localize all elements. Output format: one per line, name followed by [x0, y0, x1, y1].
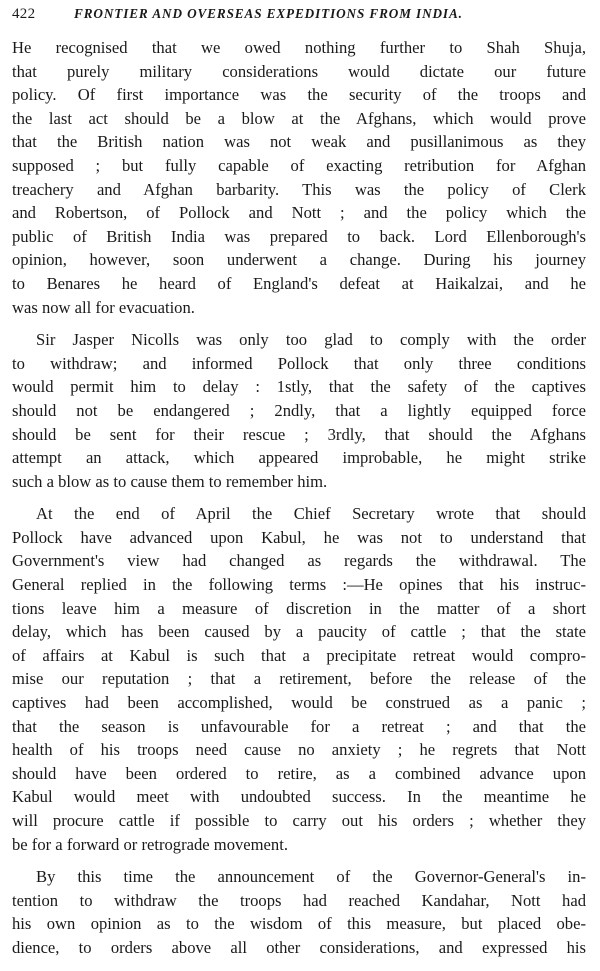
paragraph	[12, 865, 586, 959]
text-line: his own opinion as to the wisdom of this measure, but placed obe-	[12, 914, 586, 934]
text-line: such a blow as to cause them to remember him.	[12, 471, 328, 491]
text-line: was now all for evacuation.	[12, 297, 195, 317]
text-line: mise our reputation ; that a retirement, before the release of the	[12, 669, 586, 689]
text-line: be for a forward or retrograde movement.	[12, 834, 288, 854]
text-line: the last act should be a blow at the Afghans, which would prove	[12, 108, 586, 128]
text-line: General replied in the following terms :—He opines that his instruc-	[12, 575, 586, 595]
paragraph	[12, 502, 586, 856]
text-line: Sir Jasper Nicolls was only too glad to comply with the order	[36, 330, 586, 350]
text-line: Pollock have advanced upon Kabul, he was not to understand that	[12, 527, 586, 547]
text-line: policy. Of first importance was the security of the troops and	[12, 85, 586, 105]
text-line: should be sent for their rescue ; 3rdly, that should the Afghans	[12, 424, 586, 444]
text-line: attempt an attack, which appeared improbable, he might strike	[12, 448, 586, 468]
text-line: At the end of April the Chief Secretary wrote that should	[36, 504, 586, 524]
text-line: treachery and Afghan barbarity. This was the policy of Clerk	[12, 179, 586, 199]
text-line: opinion, however, soon underwent a change. During his journey	[12, 250, 586, 270]
text-line: He recognised that we owed nothing further to Shah Shuja,	[12, 38, 586, 57]
text-line: public of British India was prepared to back. Lord Ellenborough's	[12, 226, 586, 246]
text-line: to Benares he heard of England's defeat at Haikalzai, and he	[12, 273, 586, 293]
text-line: that the season is unfavourable for a retreat ; and that the	[12, 716, 586, 736]
text-line: health of his troops need cause no anxiety ; he regrets that Nott	[12, 740, 586, 760]
text-line: captives had been accomplished, would be construed as a panic ;	[12, 693, 586, 713]
text-line: delay, which has been caused by a paucity of cattle ; that the state	[12, 622, 586, 642]
text-line: should not be endangered ; 2ndly, that a lightly equipped force	[12, 400, 586, 420]
text-line: that purely military considerations would dictate our future	[12, 61, 586, 81]
text-line: would permit him to delay : 1stly, that the safety of the captives	[12, 377, 586, 397]
text-line: By this time the announcement of the Governor-General's in-	[36, 867, 586, 887]
text-line: tention to withdraw the troops had reached Kandahar, Nott had	[12, 890, 586, 910]
text-line: to withdraw; and informed Pollock that only three conditions	[12, 353, 586, 373]
running-title: FRONTIER AND OVERSEAS EXPEDITIONS FROM INDIA.	[74, 6, 463, 21]
text-line: dience, to orders above all other considerations, and expressed his	[12, 937, 586, 957]
paragraph	[12, 36, 586, 319]
text-line: Kabul would meet with undoubted success. In the meantime he	[12, 787, 586, 807]
text-line: tions leave him a measure of discretion in the matter of a short	[12, 598, 586, 618]
text-line: supposed ; but fully capable of exacting retribution for Afghan	[12, 155, 586, 175]
page-number: 422	[12, 6, 36, 22]
text-line: should have been ordered to retire, as a combined advance upon	[12, 763, 586, 783]
text-line: of affairs at Kabul is such that a precipitate retreat would compro-	[12, 645, 586, 665]
text-line: and Robertson, of Pollock and Nott ; and the policy which the	[12, 203, 586, 223]
paragraph	[12, 328, 586, 493]
running-header	[12, 6, 586, 30]
text-line: that the British nation was not weak and pusillanimous as they	[12, 132, 586, 152]
body-text	[12, 36, 586, 960]
text-line: Government's view had changed as regards the withdrawal. The	[12, 551, 586, 571]
text-line: will procure cattle if possible to carry out his orders ; whether they	[12, 811, 586, 830]
